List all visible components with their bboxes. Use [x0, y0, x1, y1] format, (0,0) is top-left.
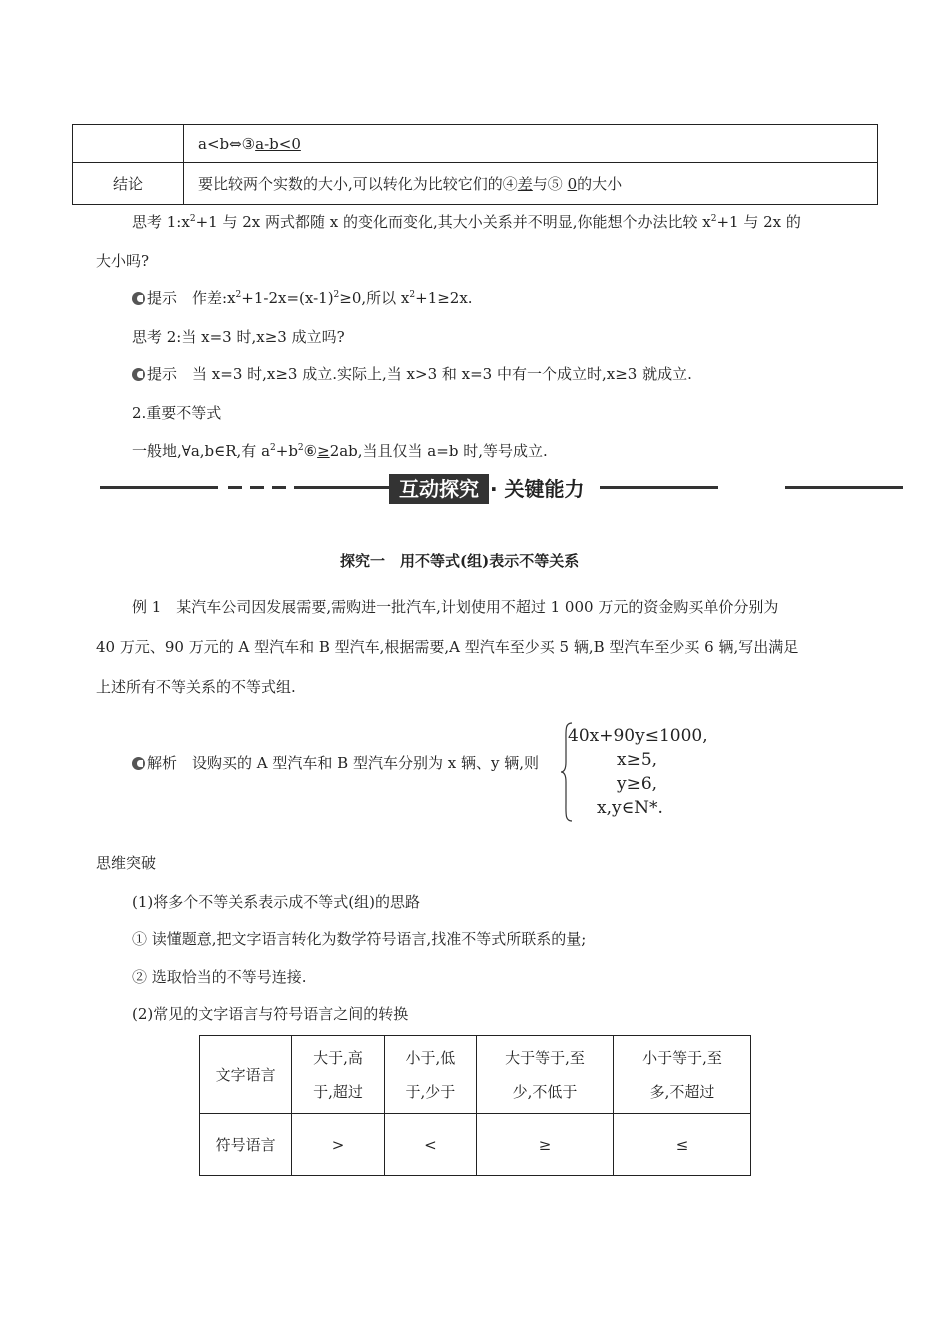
explore-title: 探究一 用不等式(组)表示不等关系 — [340, 552, 580, 570]
system-line-3: y≥6, — [617, 774, 658, 794]
solution-label: 解析 — [147, 754, 178, 772]
tip1-c: ≥0,所以 x — [339, 289, 410, 307]
tip1 — [132, 287, 473, 308]
important-sup2: 2 — [297, 443, 304, 453]
important-a: 一般地,∀a,b∈R,有 a — [132, 442, 271, 460]
table-cell-empty — [73, 125, 184, 163]
think1-sup2: 2 — [710, 214, 717, 224]
symbol-greater-equal: ≥ — [477, 1114, 614, 1176]
system-line-4: x,y∈N*. — [597, 798, 663, 818]
cell-less — [384, 1036, 476, 1114]
banner-rule — [785, 486, 903, 489]
cell-line: 少,不低于 — [512, 1082, 578, 1101]
conclusion-label: 结论 — [73, 163, 184, 205]
lt-rule-answer: a-b<0 — [255, 134, 301, 153]
tip1-label: 提示 — [147, 289, 178, 307]
tip1-d: +1≥2x. — [415, 289, 473, 307]
banner-dash — [250, 486, 264, 489]
think1-b: +1 与 2x 两式都随 x 的变化而变化,其大小关系并不明显,你能想个办法比较 x — [195, 213, 711, 231]
important-d: 2ab,当且仅当 a=b 时,等号成立. — [329, 442, 548, 460]
example1-line3: 上述所有不等关系的不等式组. — [96, 678, 296, 696]
tip1-sup2: 2 — [333, 290, 340, 300]
cell-less-equal — [613, 1036, 750, 1114]
banner-dash — [272, 486, 286, 489]
tip-icon — [132, 292, 145, 305]
banner-rule — [600, 486, 718, 489]
thinking-item2: (2)常见的文字语言与符号语言之间的转换 — [132, 1005, 409, 1023]
section2-title: 2.重要不等式 — [132, 404, 222, 422]
symbol-less-equal: ≤ — [613, 1114, 750, 1176]
tip2-label: 提示 — [147, 365, 178, 383]
cell-line: 于,超过 — [313, 1082, 363, 1101]
conclusion-text-a: 要比较两个实数的大小,可以转化为比较它们的④ — [198, 175, 518, 193]
banner-dash — [228, 486, 242, 489]
tip2 — [132, 363, 692, 384]
system-line-2: x≥5, — [617, 750, 658, 770]
thinking-item1: (1)将多个不等关系表示成不等式(组)的思路 — [132, 893, 420, 911]
important-b: +b — [275, 442, 298, 460]
cell-line: 小于等于,至 — [642, 1048, 722, 1067]
think1-a: 思考 1:x — [132, 213, 190, 231]
solution — [132, 752, 539, 773]
cell-greater — [292, 1036, 384, 1114]
think2: 思考 2:当 x=3 时,x≥3 成立吗? — [132, 328, 345, 346]
cell-greater-equal — [477, 1036, 614, 1114]
cell-line: 小于,低 — [405, 1048, 456, 1067]
symbol-less: < — [384, 1114, 476, 1176]
tip1-a: 作差:x — [192, 289, 236, 307]
thinking-step1: ① 读懂题意,把文字语言转化为数学符号语言,找准不等式所联系的量; — [132, 930, 587, 948]
banner-rule — [100, 486, 218, 489]
think1-c: +1 与 2x 的 — [716, 213, 801, 231]
conclusion-answer-5: 0 — [567, 175, 578, 193]
banner-text: · 关键能力 — [490, 477, 585, 501]
tip1-sup3: 2 — [409, 290, 416, 300]
example1-line1: 例 1 某汽车公司因发展需要,需购进一批汽车,计划使用不超过 1 000 万元的资金购买单价分别为 — [132, 598, 779, 616]
conclusion-answer-4: 差 — [517, 175, 533, 193]
tip2-text: 当 x=3 时,x≥3 成立.实际上,当 x>3 和 x=3 中有一个成立时,x≥3 就成立. — [192, 365, 692, 383]
important-inequality — [132, 440, 548, 461]
cell-line: 大于,高 — [313, 1048, 363, 1067]
think1-line2: 大小吗? — [96, 252, 150, 270]
row-label-symbol: 符号语言 — [200, 1114, 292, 1176]
system-line-1: 40x+90y≤1000, — [568, 726, 708, 746]
conclusion-text — [184, 163, 878, 205]
conversion-table — [199, 1035, 751, 1176]
conclusion-text-b: 与⑤ — [532, 175, 568, 193]
lt-rule-text: a<b⇔③ — [198, 134, 256, 153]
table-cell-lt-rule — [184, 125, 878, 163]
important-c: ⑥ — [303, 442, 318, 460]
tip1-sup1: 2 — [235, 290, 242, 300]
symbol-greater: > — [292, 1114, 384, 1176]
banner-rule — [294, 486, 389, 489]
cell-line: 多,不超过 — [649, 1082, 715, 1101]
row-label-text: 文字语言 — [200, 1036, 292, 1114]
important-answer: ≥ — [317, 442, 330, 460]
think1-sup1: 2 — [189, 214, 196, 224]
banner-box: 互动探究 — [389, 474, 489, 504]
tip-icon — [132, 757, 145, 770]
tip1-b: +1-2x=(x-1) — [241, 289, 334, 307]
example1-line2: 40 万元、90 万元的 A 型汽车和 B 型汽车,根据需要,A 型汽车至少买 5 辆,B 型汽车至少买 6 辆,写出满足 — [96, 638, 799, 656]
conclusion-table — [72, 124, 878, 205]
think1-line1 — [132, 211, 801, 232]
thinking-title: 思维突破 — [96, 854, 157, 872]
conclusion-text-c: 的大小 — [577, 175, 623, 193]
thinking-step2: ② 选取恰当的不等号连接. — [132, 968, 307, 986]
important-sup1: 2 — [270, 443, 276, 453]
cell-line: 于,少于 — [405, 1082, 456, 1101]
tip-icon — [132, 368, 145, 381]
solution-text: 设购买的 A 型汽车和 B 型汽车分别为 x 辆、y 辆,则 — [192, 754, 539, 772]
cell-line: 大于等于,至 — [505, 1048, 585, 1067]
